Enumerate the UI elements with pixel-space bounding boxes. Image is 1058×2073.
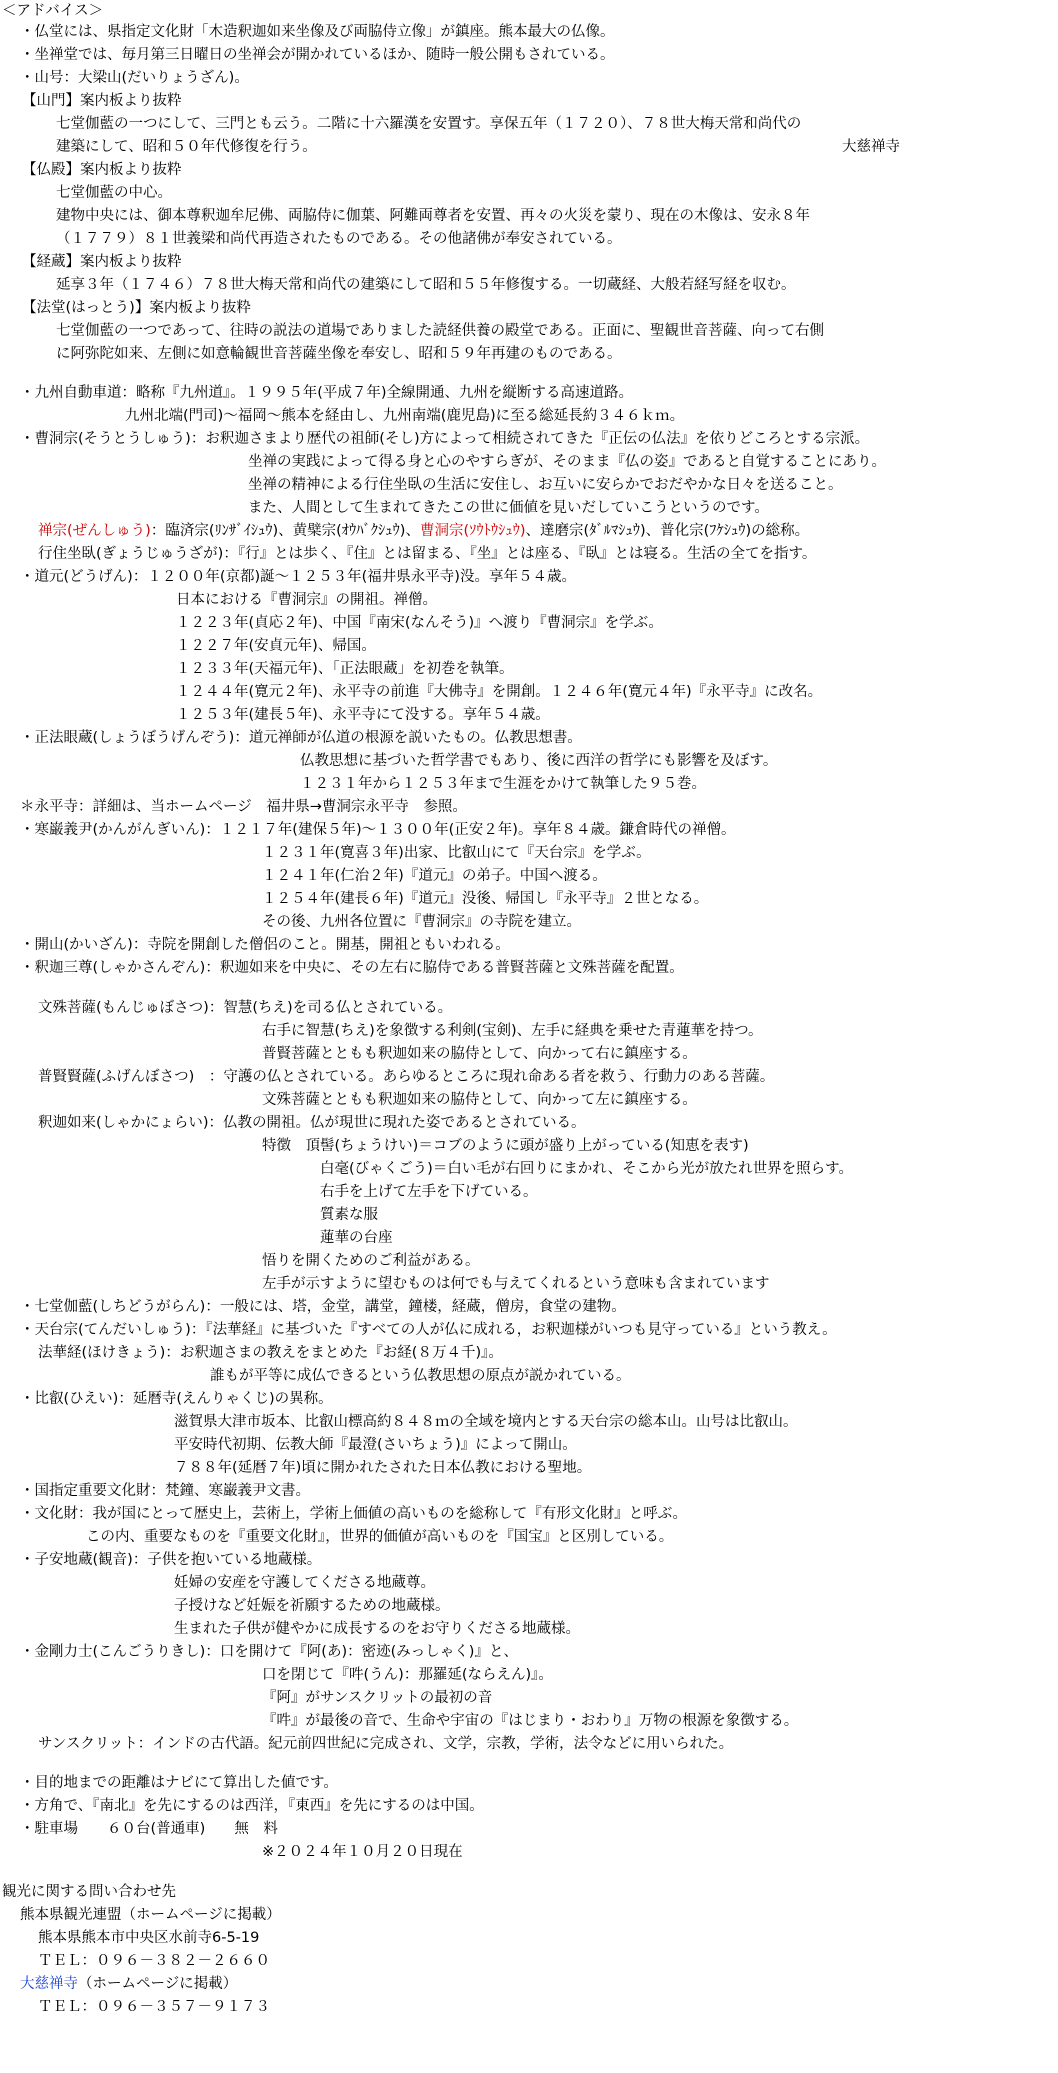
text-segment: 七堂伽藍の一つであって、往時の説法の道場でありました読経供養の殿堂である。正面に、聖観世音菩薩、向って右側 — [56, 323, 825, 339]
text-line — [20, 23, 615, 42]
text-segment: 【法堂(はっとう)】案内板より抜粋 — [22, 300, 251, 316]
text-segment: 七堂伽藍の中心。 — [56, 185, 172, 201]
text-line — [38, 1952, 270, 1971]
text-segment: また、人間として生まれてきたこの世に価値を見いだしていこうというのです。 — [248, 500, 769, 516]
text-line — [20, 936, 510, 955]
text-segment: 普賢賢薩(ふげんぼさつ) ：守護の仏とされている。あらゆるところに現れ命ある者を救う、行動力のある菩薩。 — [38, 1069, 775, 1085]
text-segment: サンスクリット：インドの古代語。紀元前四世紀に完成され、文学，宗教，学術，法令などに用いられた。 — [38, 1736, 734, 1752]
text-segment: ＊永平寺：詳細は、当ホームページ 福井県→曹洞宗永平寺 参照。 — [20, 799, 467, 815]
text-line — [262, 1045, 697, 1064]
text-segment: 右手を上げて左手を下げている。 — [320, 1184, 538, 1200]
text-line — [174, 1436, 577, 1455]
text-segment: 妊婦の安産を守護してくださる地蔵尊。 — [174, 1575, 435, 1591]
text-line — [176, 660, 514, 679]
text-segment: ・寒巌義尹(かんがんぎいん)：１２１７年(建保５年)～１３００年(正安２年)。享年８４歳。鎌倉時代の禅僧。 — [20, 822, 736, 838]
text-line — [248, 453, 886, 472]
text-segment: （ホームページに掲載） — [78, 1976, 238, 1992]
text-line — [300, 752, 777, 771]
text-line — [20, 46, 615, 65]
text-segment: 『阿』がサンスクリットの最初の音 — [262, 1690, 493, 1706]
text-line — [210, 1367, 631, 1386]
text-segment: 平安時代初期、伝教大師『最澄(さいちょう)』によって開山。 — [174, 1437, 577, 1453]
text-segment: ＴＥＬ：０９６－３８２－２６６０ — [38, 1953, 270, 1969]
text-segment: ＴＥＬ：０９６－３５７－９１７３ — [38, 1999, 270, 2015]
highlight-term: 曹洞宗(ｿｳﾄｳｼｭｳ) — [419, 523, 526, 539]
text-line — [56, 207, 810, 226]
text-line — [176, 591, 437, 610]
text-segment: 【山門】案内板より抜粋 — [22, 93, 182, 109]
text-segment: ・文化財：我が国にとって歴史上，芸術上，学術上価値の高いものを総称して『有形文化財』と呼ぶ。 — [20, 1506, 687, 1522]
text-line — [262, 1252, 480, 1271]
text-line — [174, 1413, 798, 1432]
text-line — [125, 407, 684, 426]
text-line — [262, 890, 708, 909]
text-segment: に阿弥陀如来、左側に如意輪観世音菩薩坐像を奉安し、昭和５９年再建のものである。 — [56, 346, 622, 362]
text-segment: ・比叡(ひえい)：延暦寺(えんりゃくじ)の異称。 — [20, 1391, 333, 1407]
text-segment: 仏教思想に基づいた哲学書でもあり、後に西洋の哲学にも影響を及ぼす。 — [300, 753, 778, 769]
text-segment: ・国指定重要文化財：梵鐘、寒巌義尹文書。 — [20, 1483, 310, 1499]
text-line — [22, 92, 182, 111]
text-segment: その後、九州各位置に『曹洞宗』の寺院を建立。 — [262, 914, 581, 930]
text-line — [20, 729, 582, 748]
text-line — [20, 1551, 321, 1570]
text-line — [174, 1620, 580, 1639]
text-segment: ・駐車場 ６０台(普通車) 無 料 — [20, 1821, 278, 1837]
text-segment: ・曹洞宗(そうとうしゅう)：お釈迦さまより歴代の祖師(そし)方によって相続されてきた『正伝の仏法』を依りどころとする宗派。 — [20, 431, 870, 447]
text-line — [20, 1820, 278, 1839]
text-line — [38, 1114, 586, 1133]
text-segment: ・九州自動車道：略称『九州道』。１９９５年(平成７年)全線開通、九州を縦断する高速道路。 — [20, 385, 634, 401]
text-line — [176, 637, 376, 656]
text-line — [262, 1843, 463, 1862]
text-segment: 右手に智慧(ちえ)を象徴する利剣(宝剣)、左手に経典を乗せた青蓮華を持つ。 — [262, 1023, 763, 1039]
text-line — [22, 161, 182, 180]
text-segment: ※２０２４年１０月２０日現在 — [262, 1844, 463, 1860]
text-line — [262, 1712, 798, 1731]
text-segment: 子授けなど妊娠を祈願するための地蔵様。 — [174, 1598, 450, 1614]
text-segment: ・金剛力士(こんごうりきし)：口を開けて『阿(あ)：密迹(みっしゃく)』と、 — [20, 1644, 518, 1660]
text-line — [262, 913, 581, 932]
text-line — [56, 184, 172, 203]
temple-name-link[interactable]: 大慈禅寺 — [20, 1976, 78, 1992]
text-line — [176, 683, 822, 702]
text-line — [20, 1298, 626, 1317]
text-segment: 文殊菩薩とともも釈迦如来の脇侍として、向かって左に鎮座する。 — [262, 1092, 697, 1108]
text-segment: 白毫(びゃくごう)＝白い毛が右回りにまかれ、そこから光が放たれ世界を照らす。 — [320, 1161, 854, 1177]
text-line — [20, 798, 467, 817]
text-line — [20, 1390, 333, 1409]
text-segment: ・開山(かいざん)：寺院を開創した僧侶のこと。開基，開祖ともいわれる。 — [20, 937, 510, 953]
text-segment: 観光に関する問い合わせ先 — [2, 1884, 176, 1900]
text-segment: 蓮華の台座 — [320, 1230, 393, 1246]
text-segment: ・子安地蔵(観音)：子供を抱いている地蔵様。 — [20, 1552, 322, 1568]
text-segment: １２３３年(天福元年)、「正法眼蔵」を初巻を執筆。 — [176, 661, 514, 677]
text-line — [20, 430, 869, 449]
text-line — [20, 1505, 687, 1524]
text-segment: 熊本県観光連盟（ホームページに掲載） — [20, 1907, 281, 1923]
text-line — [38, 999, 452, 1018]
text-segment: 誰もが平等に成仏できるという仏教思想の原点が説かれている。 — [210, 1368, 631, 1384]
text-segment: ・道元(どうげん)：１２００年(京都)誕～１２５３年(福井県永平寺)没。享年５４歳。 — [20, 569, 576, 585]
text-segment: 左手が示すように望むものは何でも与えてくれるという意味も含まれています — [262, 1276, 770, 1292]
text-line — [38, 1735, 733, 1754]
text-segment: 日本における『曹洞宗』の開祖。禅僧。 — [176, 592, 437, 608]
text-segment: 口を閉じて『吽(うん)：那羅延(ならえん)』。 — [262, 1667, 553, 1683]
text-segment: 九州北端(門司)～福岡～熊本を経由し、九州南端(鹿児島)に至る総延長約３４６ｋｍ。 — [125, 408, 685, 424]
text-segment: １２３１年から１２５３年まで生涯をかけて執筆した９５巻。 — [300, 776, 706, 792]
text-segment: 建築にして、昭和５０年代修復を行う。 — [56, 139, 317, 155]
text-segment: 質素な服 — [320, 1207, 378, 1223]
text-line — [176, 614, 663, 633]
text-segment: ・七堂伽藍(しちどうがらん)：一般には、塔，金堂，講堂，鐘楼，経蔵，僧房，食堂の建物。 — [20, 1299, 626, 1315]
text-segment: 坐禅の実践によって得る身と心のやすらぎが、そのまま『仏の姿』であると自覚することにあり。 — [248, 454, 886, 470]
text-segment: 【仏殿】案内板より抜粋 — [22, 162, 182, 178]
text-line — [20, 1482, 310, 1501]
text-line — [174, 1597, 450, 1616]
text-line — [262, 1689, 492, 1708]
text-segment: 釈迦如来(しゃかにょらい)：仏教の開祖。仏が現世に現れた姿であるとされている。 — [38, 1115, 586, 1131]
highlight-term: 禅宗(ぜんしゅう) — [38, 523, 151, 539]
text-segment: １２４１年(仁治２年)『道元』の弟子。中国へ渡る。 — [262, 868, 607, 884]
text-segment: 滋賀県大津市坂本、比叡山標高約８４８ｍの全域を境内とする天台宗の総本山。山号は比叡山。 — [174, 1414, 798, 1430]
text-line — [56, 115, 801, 134]
text-segment: １２４４年(寛元２年)、永平寺の前進『大佛寺』を開創。１２４６年(寛元４年)『永平寺』に改名。 — [176, 684, 823, 700]
text-segment: 特徴 頂髻(ちょうけい)＝コブのように頭が盛り上がっている(知恵を表す) — [262, 1138, 749, 1154]
text-line — [20, 1906, 281, 1925]
text-segment: 熊本県熊本市中央区水前寺6-5-19 — [38, 1930, 260, 1946]
text-segment: 『吽』が最後の音で、生命や宇宙の『はじまり・おわり』万物の根源を象徴する。 — [262, 1713, 799, 1729]
text-segment: ・目的地までの距離はナビにて算出した値です。 — [20, 1775, 338, 1791]
text-segment: 法華経(ほけきょう)：お釈迦さまの教えをまとめた『お経(８万４千)』。 — [38, 1345, 503, 1361]
text-line — [20, 1643, 518, 1662]
text-line — [20, 1774, 338, 1793]
text-line — [20, 959, 684, 978]
text-line — [56, 276, 796, 295]
text-segment: 大慈禅寺 — [842, 139, 900, 155]
text-line — [22, 299, 251, 318]
text-segment: 延享３年（１７４６）７８世大梅天常和尚代の建築にして昭和５５年修復する。一切蔵経、大般若経写経を収む。 — [56, 277, 796, 293]
text-line — [248, 476, 843, 495]
text-segment: 悟りを開くためのご利益がある。 — [262, 1253, 480, 1269]
text-segment: 普賢菩薩とともも釈迦如来の脇侍として、向かって右に鎮座する。 — [262, 1046, 697, 1062]
text-line — [176, 706, 550, 725]
text-segment: 坐禅の精神による行住坐臥の生活に安住し、お互いに安らかでおだやかな日々を送ること。 — [248, 477, 843, 493]
text-line — [56, 138, 317, 157]
text-segment: ・天台宗(てんだいしゅう)：『法華経』に基づいた『すべての人が仏に成れる，お釈迦様がいつも見守っている』という教え。 — [20, 1322, 837, 1338]
text-line — [842, 138, 900, 157]
text-segment: ・方角で、『南北』を先にするのは西洋，『東西』を先にするのは中国。 — [20, 1798, 484, 1814]
text-line — [38, 1998, 270, 2017]
text-line — [20, 1975, 237, 1994]
text-line — [320, 1229, 393, 1248]
text-segment: 、達磨宗(ﾀﾞﾙﾏｼｭｳ)、普化宗(ﾌｹｼｭｳ)の総称。 — [525, 523, 810, 539]
text-line — [20, 821, 735, 840]
text-line — [262, 1022, 763, 1041]
text-line — [262, 1091, 697, 1110]
text-line — [262, 1275, 770, 1294]
text-segment: 行住坐臥(ぎょうじゅうざが)：『行』とは歩く、『住』とは留まる、『坐』とは座る、『臥』とは寝る。生活の全てを指す。 — [38, 546, 817, 562]
text-line — [38, 545, 816, 564]
text-line — [56, 230, 622, 249]
text-segment: ７８８年(延暦７年)頃に開かれたされた日本仏教における聖地。 — [174, 1460, 592, 1476]
text-segment: ・釈迦三尊(しゃかさんぞん)：釈迦如来を中央に、その左右に脇侍である普賢菩薩と文殊菩薩を配置。 — [20, 960, 684, 976]
text-line — [262, 844, 651, 863]
text-segment: １２５４年(建長６年)『道元』没後、帰国し『永平寺』２世となる。 — [262, 891, 709, 907]
text-segment: 生まれた子供が健やかに成長するのをお守りくださる地蔵様。 — [174, 1621, 580, 1637]
text-line — [174, 1459, 591, 1478]
text-segment: ・山号：大梁山(だいりょうざん)。 — [20, 70, 249, 86]
text-segment: ・仏堂には、県指定文化財「木造釈迦如来坐像及び両脇侍立像」が鎮座。熊本最大の仏像。 — [20, 24, 615, 40]
text-line — [174, 1574, 435, 1593]
text-line — [262, 867, 607, 886]
text-line — [262, 1666, 553, 1685]
text-segment: 【経蔵】案内板より抜粋 — [22, 254, 182, 270]
text-line — [248, 499, 769, 518]
text-line — [20, 384, 633, 403]
text-line — [38, 1344, 503, 1363]
text-line — [2, 2, 103, 21]
text-line — [300, 775, 706, 794]
text-line — [56, 322, 824, 341]
text-line — [262, 1137, 749, 1156]
text-line — [38, 1929, 259, 1948]
text-segment: １２２７年(安貞元年)、帰国。 — [176, 638, 376, 654]
text-segment: ・正法眼蔵(しょうぼうげんぞう)：道元禅師が仏道の根源を説いたもの。仏教思想書。 — [20, 730, 582, 746]
text-segment: １２５３年(建長５年)、永平寺にて没する。享年５４歳。 — [176, 707, 550, 723]
text-segment: ＜アドバイス＞ — [2, 3, 104, 19]
text-line — [38, 1068, 774, 1087]
text-segment: 七堂伽藍の一つにして、三門とも云う。二階に十六羅漢を安置す。享保五年（１７２０）、７８世大梅天常和尚代の — [56, 116, 802, 132]
text-line — [22, 253, 182, 272]
text-line — [20, 568, 576, 587]
text-segment: ：臨済宗(ﾘﾝｻﾞｲｼｭｳ)、黄檗宗(ｵｳﾊﾞｸｼｭｳ)、 — [150, 523, 420, 539]
text-segment: この内、重要なものを『重要文化財』，世界的価値が高いものを『国宝』と区別している。 — [86, 1529, 674, 1545]
text-line — [38, 522, 809, 541]
text-segment: １２３１年(寛喜３年)出家、比叡山にて『天台宗』を学ぶ。 — [262, 845, 651, 861]
text-line — [320, 1206, 378, 1225]
text-line — [20, 69, 249, 88]
text-line — [20, 1321, 837, 1340]
text-segment: 文殊菩薩(もんじゅぼさつ)：智慧(ちえ)を司る仏とされている。 — [38, 1000, 453, 1016]
text-segment: 建物中央には、御本尊釈迦牟尼佛、両脇侍に伽葉、阿難両尊者を安置、再々の火災を蒙り、現在の木像は、安永８年 — [56, 208, 810, 224]
text-line — [20, 1797, 484, 1816]
text-segment: １２２３年(貞応２年)、中国『南宋(なんそう)』へ渡り『曹洞宗』を学ぶ。 — [176, 615, 663, 631]
text-line — [56, 345, 622, 364]
text-segment: （１７７９）８１世義梁和尚代再造されたものである。その他諸佛が奉安されている。 — [56, 231, 622, 247]
text-line — [320, 1183, 538, 1202]
text-segment: ・坐禅堂では、毎月第三日曜日の坐禅会が開かれているほか、随時一般公開もされている。 — [20, 47, 615, 63]
text-line — [320, 1160, 853, 1179]
text-line — [2, 1883, 176, 1902]
text-line — [86, 1528, 673, 1547]
